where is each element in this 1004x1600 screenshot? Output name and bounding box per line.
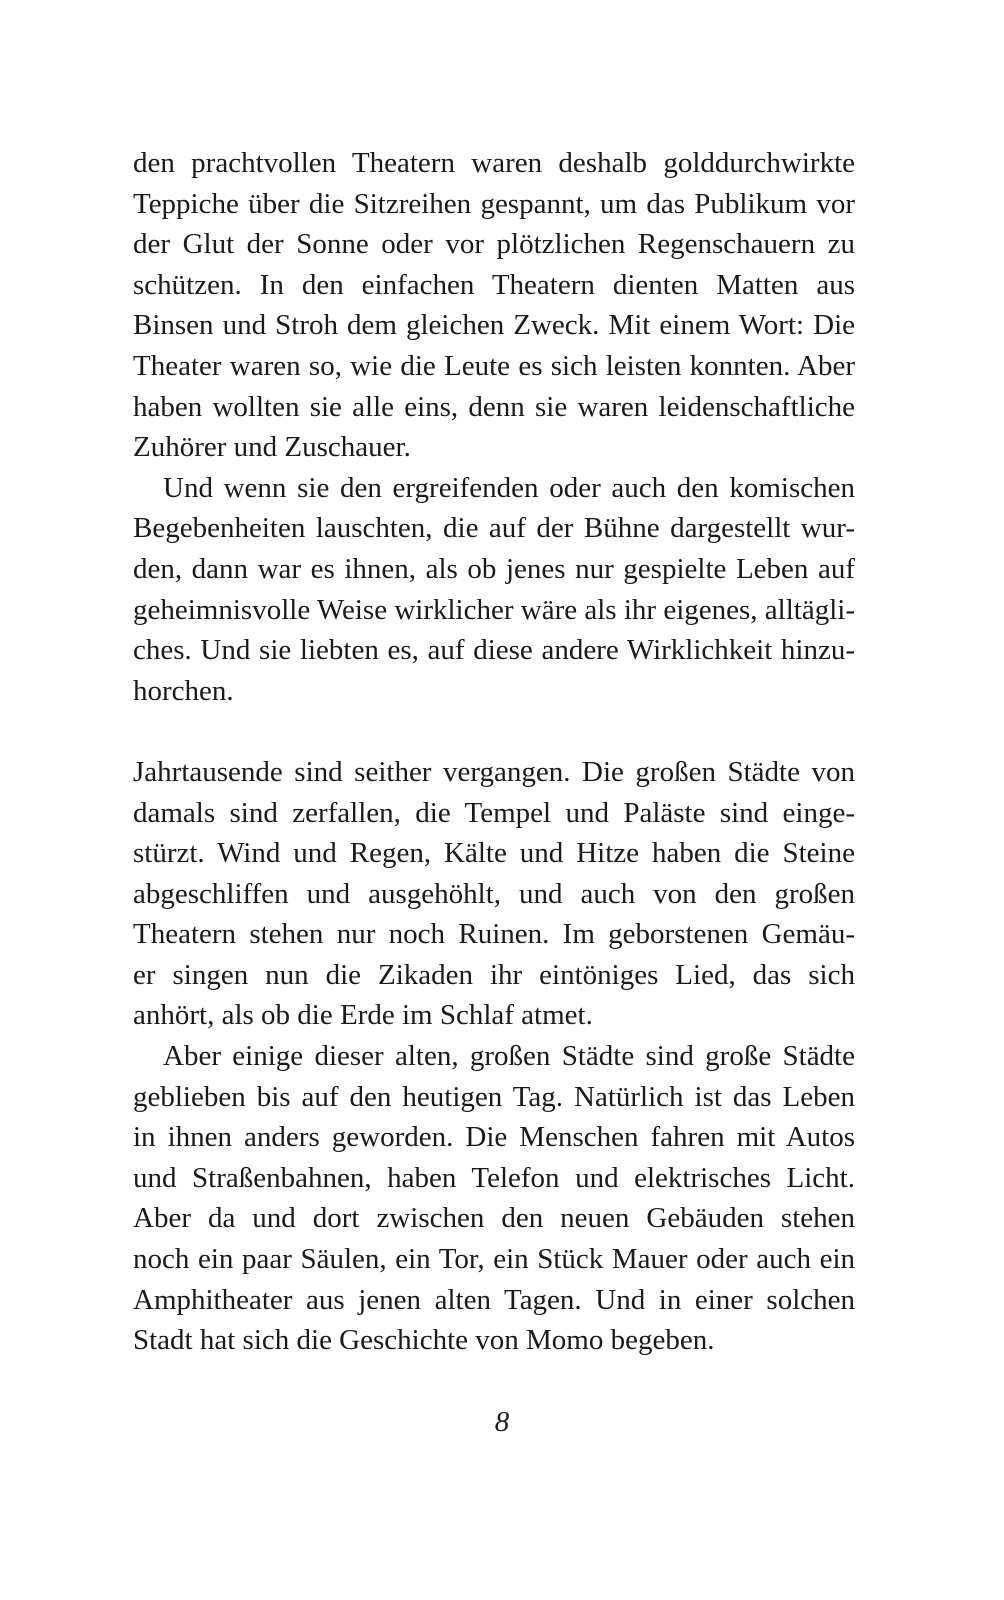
page-body-text — [133, 143, 855, 1361]
paragraph-1 — [133, 143, 855, 468]
text-line: Aber einige dieser alten, großen Städte sind große Städte — [163, 1040, 855, 1073]
text-line: noch ein paar Säulen, ein Tor, ein Stück Mauer oder auch ein — [133, 1243, 855, 1276]
paragraph-4 — [133, 1036, 855, 1361]
text-line: den, dann war es ihnen, als ob jenes nur gespielte Leben auf — [133, 552, 855, 585]
text-line: er singen nun die Zikaden ihr eintöniges Lied, das sich — [133, 958, 855, 991]
text-line: geblieben bis auf den heutigen Tag. Natürlich ist das Leben — [133, 1080, 855, 1113]
text-line: damals sind zerfallen, die Tempel und Paläste sind einge- — [133, 796, 855, 829]
text-line: Amphitheater aus jenen alten Tagen. Und in einer solchen — [133, 1283, 855, 1316]
text-line: Aber da und dort zwischen den neuen Gebäuden stehen — [133, 1202, 855, 1235]
text-line: abgeschliffen und ausgehöhlt, und auch von den großen — [133, 877, 855, 910]
text-line: Stadt hat sich die Geschichte von Momo begeben. — [133, 1324, 715, 1357]
text-line: haben wollten sie alle eins, denn sie waren leidenschaftliche — [133, 390, 855, 423]
page-number: 8 — [494, 1406, 510, 1438]
paragraph-3 — [133, 752, 855, 1036]
text-line: horchen. — [133, 674, 234, 707]
section-break — [133, 711, 855, 752]
text-line: schützen. In den einfachen Theatern dienten Matten aus — [133, 268, 855, 301]
text-line: Begebenheiten lauschten, die auf der Bühne dargestellt wur- — [133, 512, 855, 545]
text-line: Und wenn sie den ergreifenden oder auch den komischen — [163, 471, 855, 504]
text-line: stürzt. Wind und Regen, Kälte und Hitze haben die Steine — [133, 837, 855, 870]
text-line: und Straßenbahnen, haben Telefon und elektrisches Licht. — [133, 1161, 855, 1194]
text-line: den prachtvollen Theatern waren deshalb golddurchwirkte — [133, 147, 855, 179]
text-line: der Glut der Sonne oder vor plötzlichen Regenschauern zu — [133, 228, 855, 261]
text-line: Teppiche über die Sitzreihen gespannt, um das Publikum vor — [133, 187, 855, 220]
text-line: Jahrtausende sind seither vergangen. Die großen Städte von — [133, 755, 855, 788]
text-line: Zuhörer und Zuschauer. — [133, 431, 411, 464]
text-line: anhört, als ob die Erde im Schlaf atmet. — [133, 999, 593, 1032]
text-line: Theatern stehen nur noch Ruinen. Im geborstenen Gemäu- — [133, 918, 855, 951]
text-line: Binsen und Stroh dem gleichen Zweck. Mit einem Wort: Die — [133, 309, 855, 342]
text-line: geheimnisvolle Weise wirklicher wäre als ihr eigenes, alltägli- — [133, 593, 855, 626]
text-line: ches. Und sie liebten es, auf diese andere Wirklichkeit hinzu- — [133, 634, 855, 667]
text-line: Theater waren so, wie die Leute es sich leisten konnten. Aber — [133, 349, 855, 382]
text-line: in ihnen anders geworden. Die Menschen fahren mit Autos — [133, 1121, 855, 1154]
paragraph-2 — [133, 468, 855, 712]
